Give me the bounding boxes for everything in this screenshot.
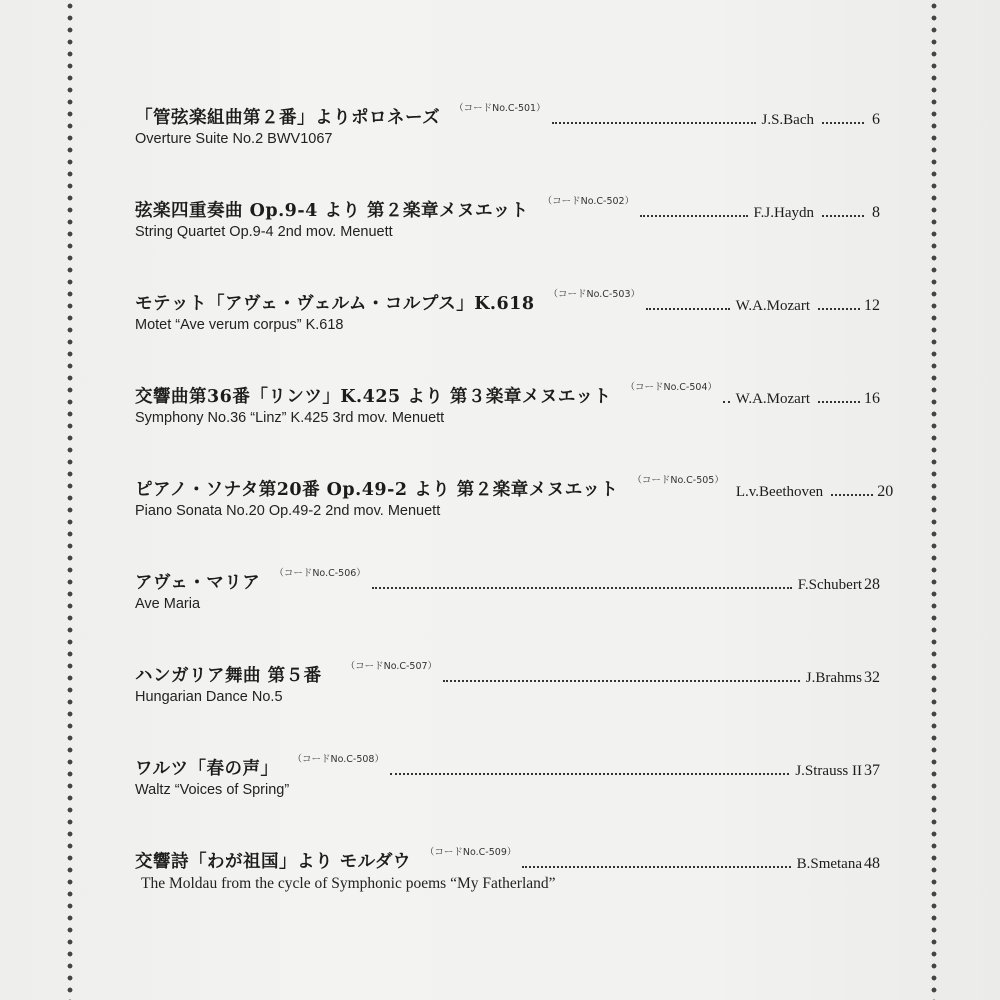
- piece-title: 弦楽四重奏曲 Op.9-4 より 第２楽章メヌエット: [135, 201, 529, 221]
- piece-code: （コードNo.C-501）: [454, 103, 546, 114]
- toc-entry-heading: [135, 472, 894, 502]
- composer-name: L.v.Beethoven: [735, 484, 824, 500]
- piece-subtitle: Motet “Ave verum corpus” K.618: [135, 317, 344, 333]
- piece-subtitle: Ave Maria: [135, 596, 201, 612]
- piece-code: （コードNo.C-504）: [625, 382, 717, 393]
- toc-entry: [135, 100, 880, 150]
- composer-name: J.S.Bach: [761, 112, 814, 128]
- piece-subtitle: String Quartet Op.9-4 2nd mov. Menuett: [135, 224, 393, 240]
- toc-entry: [135, 193, 880, 243]
- toc-entry: [135, 472, 894, 522]
- dot-leader: [522, 866, 790, 868]
- toc-entry-heading: [135, 658, 880, 688]
- dot-leader: [443, 680, 800, 682]
- piece-code: （コードNo.C-505）: [632, 475, 724, 486]
- dot-leader: [723, 401, 730, 403]
- composer-name: J.Strauss II: [795, 763, 862, 779]
- piece-subtitle: Hungarian Dance No.5: [135, 689, 283, 705]
- toc-entry: [135, 658, 880, 708]
- page-number: 8: [872, 204, 880, 221]
- piece-code: （コードNo.C-508）: [292, 754, 384, 765]
- toc-entry-heading: [135, 565, 880, 595]
- composer-name: J.Brahms: [805, 670, 862, 686]
- dot-leader: [646, 308, 730, 310]
- toc-entry: [135, 565, 880, 615]
- page-number: 37: [864, 762, 880, 779]
- composer-name: B.Smetana: [796, 856, 862, 872]
- piece-subtitle: Overture Suite No.2 BWV1067: [135, 131, 333, 147]
- page-number: 16: [864, 390, 880, 407]
- toc-entry: [135, 286, 880, 336]
- composer-name: W.A.Mozart: [735, 391, 810, 407]
- right-dotted-border: [930, 0, 938, 1000]
- piece-title: 交響詩「わが祖国」より モルダウ: [135, 852, 411, 872]
- piece-title: 交響曲第36番「リンツ」K.425 より 第３楽章メヌエット: [135, 387, 612, 407]
- piece-code: （コードNo.C-506）: [274, 568, 366, 579]
- dot-leader: [372, 587, 792, 589]
- piece-subtitle: Symphony No.36 “Linz” K.425 3rd mov. Menuett: [135, 410, 445, 426]
- piece-code: （コードNo.C-503）: [548, 289, 640, 300]
- toc-entry-heading: [135, 751, 880, 781]
- toc-entry-heading: [135, 286, 880, 316]
- piece-subtitle: Piano Sonata No.20 Op.49-2 2nd mov. Menuett: [135, 503, 441, 519]
- toc-entry: [135, 379, 880, 429]
- dot-leader: [390, 773, 789, 775]
- piece-code: （コードNo.C-507）: [345, 661, 438, 672]
- piece-title: モテット「アヴェ・ヴェルム・コルプス」K.618: [135, 294, 535, 314]
- toc-entry-heading: [135, 379, 880, 409]
- toc-entry: [135, 751, 880, 801]
- page-number: 28: [864, 576, 880, 593]
- toc-entry: [135, 844, 880, 894]
- composer-name: F.J.Haydn: [753, 205, 814, 221]
- piece-title: ワルツ「春の声」: [135, 759, 279, 779]
- dot-leader: [552, 122, 756, 124]
- page-number: 6: [872, 111, 880, 128]
- piece-code: （コードNo.C-509）: [424, 847, 517, 858]
- dot-leader: [640, 215, 747, 217]
- page-number: 12: [864, 297, 880, 314]
- page-number: 20: [877, 483, 894, 500]
- piece-title: ピアノ・ソナタ第20番 Op.49-2 より 第２楽章メヌエット: [135, 480, 619, 500]
- piece-subtitle: The Moldau from the cycle of Symphonic poems “My Fatherland”: [141, 875, 556, 892]
- piece-subtitle: Waltz “Voices of Spring”: [135, 782, 290, 798]
- piece-title: 「管弦楽組曲第２番」よりポロネーズ: [135, 108, 441, 128]
- dot-leader: [831, 494, 873, 496]
- composer-name: W.A.Mozart: [735, 298, 810, 314]
- dot-leader: [822, 215, 864, 217]
- piece-title: ハンガリア舞曲 第５番: [135, 666, 322, 686]
- dot-leader: [818, 308, 860, 310]
- toc-entry-heading: [135, 100, 880, 130]
- piece-title: アヴェ・マリア: [135, 573, 261, 593]
- toc-entry-heading: [135, 844, 880, 874]
- dot-leader: [822, 122, 864, 124]
- dot-leader: [818, 401, 860, 403]
- piece-code: （コードNo.C-502）: [542, 196, 635, 207]
- left-dotted-border: [66, 0, 74, 1000]
- page-number: 32: [864, 669, 880, 686]
- page-number: 48: [864, 855, 880, 872]
- toc-entry-heading: [135, 193, 880, 223]
- composer-name: F.Schubert: [797, 577, 862, 593]
